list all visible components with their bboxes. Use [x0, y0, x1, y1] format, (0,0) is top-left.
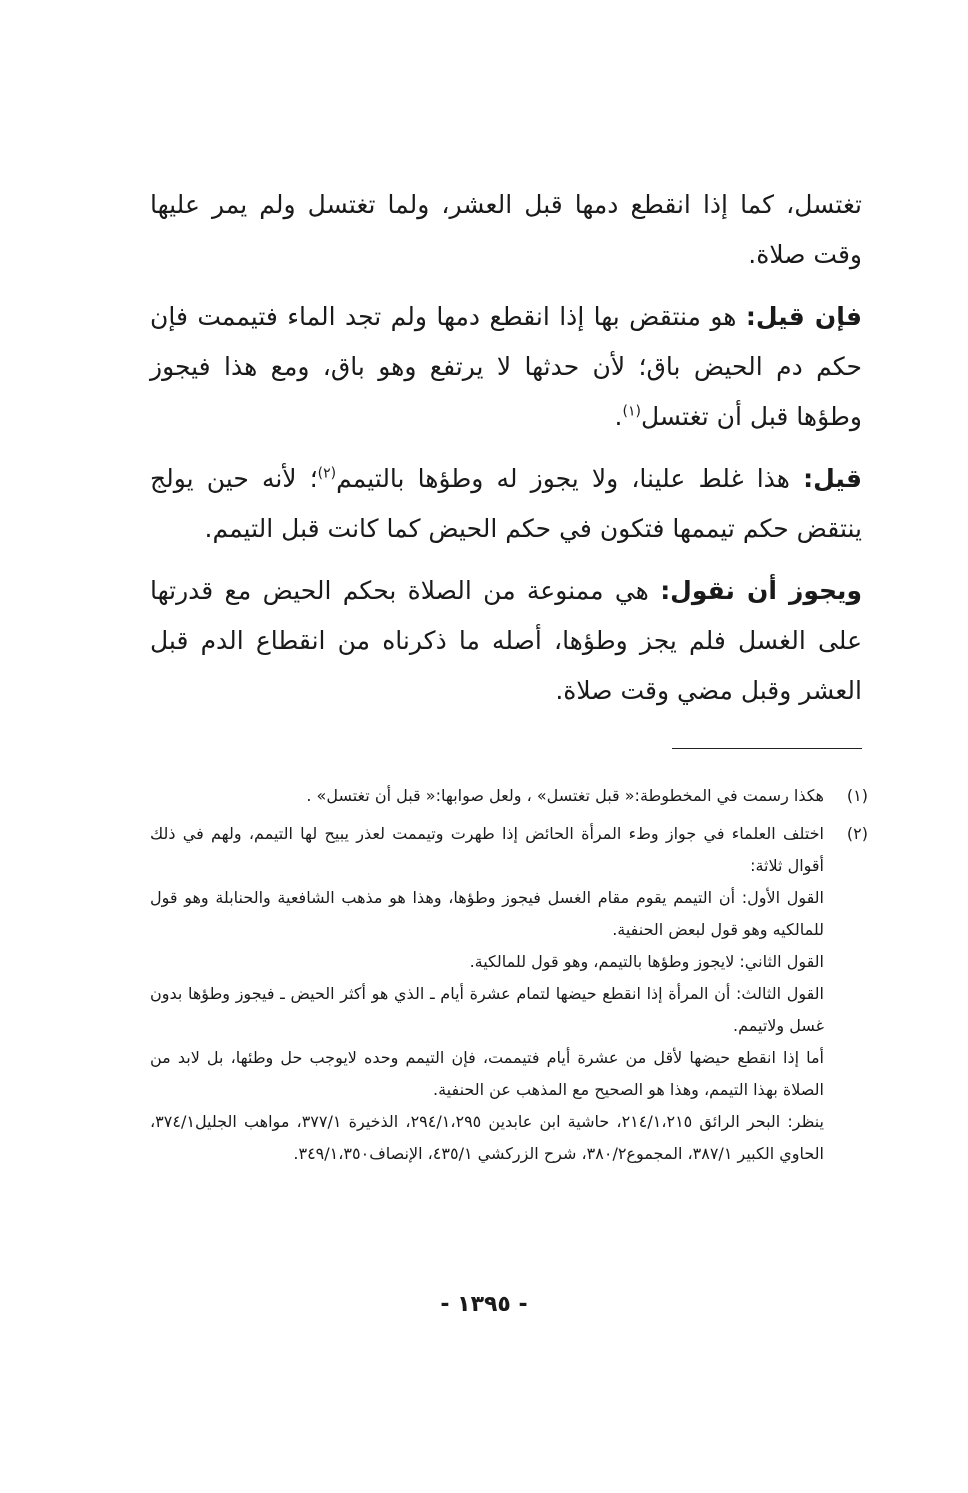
footnote-2-line: أما إذا انقطع حيضها لأقل من عشرة أيام فتيممت، فإن التيمم وحده لايوجب حل وطئها، بل لابد من الصلاة بهذا التيمم، وهذا هو الصحيح مع المذهب عن الحنفية.: [150, 1048, 824, 1099]
footnote-ref-1[interactable]: (١): [622, 403, 641, 420]
paragraph-1-text: تغتسل، كما إذا انقطع دمها قبل العشر، ولما تغتسل ولم يمر عليها وقت صلاة.: [150, 190, 862, 269]
paragraph-3: [150, 454, 862, 554]
footnote-2-number: (٢): [846, 824, 868, 843]
paragraph-1: [150, 180, 862, 280]
footnote-2-line: القول الثاني: لايجوز وطؤها بالتيمم، وهو قول للمالكية.: [469, 952, 824, 971]
paragraph-4-lead: ويجوز أن نقول:: [660, 576, 862, 605]
footnote-1: [150, 780, 868, 812]
footnote-2: [150, 818, 868, 1170]
paragraph-3-text: هذا غلط علينا، ولا يجوز له وطؤها بالتيمم: [336, 464, 804, 493]
footnote-1-number: (١): [846, 786, 868, 805]
footnote-2-line: ينظر: البحر الرائق ٢١٤/١،٢١٥، حاشية ابن عابدين ٢٩٤/١،٢٩٥، الذخيرة ٣٧٧/١، مواهب الجليل٣٧٤/١، الحاوي الكبير ٣٨٧/١، المجموع٣٨٠/٢، شرح الزركشي ٤٣٥/١، الإنصاف٣٤٩/١،٣٥٠.: [150, 1112, 825, 1163]
paragraph-3-tail: ؛ لأنه حين يولج ينتقض حكم تيممها فتكون في حكم الحيض كما كانت قبل التيمم.: [150, 464, 862, 543]
paragraph-4-text: هي ممنوعة من الصلاة بحكم الحيض مع قدرتها على الغسل فلم يجز وطؤها، أصله ما ذكرناه من انقطاع الدم قبل العشر وقبل مضي وقت صلاة.: [150, 576, 862, 705]
footnote-2-line: القول الأول: أن التيمم يقوم مقام الغسل فيجوز وطؤها، وهذا هو مذهب الشافعية والحنابلة وهو قول للمالكيه وهو قول لبعض الحنفية.: [150, 888, 824, 939]
footnote-2-body: [150, 818, 824, 1170]
footnote-divider: [672, 748, 862, 749]
footnote-1-body: [150, 780, 824, 812]
footnote-ref-2[interactable]: (٢): [317, 465, 337, 482]
footnote-1-line: هكذا رسمت في المخطوطة:« قبل تغتسل» ، ولعل صوابها:« قبل أن تغتسل» .: [306, 786, 824, 805]
paragraph-2-text: هو منتقض بها إذا انقطع دمها ولم تجد الماء فتيممت فإن حكم دم الحيض باق؛ لأن حدثها لا يرتفع وهو باق، ومع هذا فيجوز وطؤها قبل أن تغتسل: [150, 302, 862, 431]
paragraph-2-lead: فإن قيل:: [745, 302, 862, 331]
footnote-2-line: القول الثالث: أن المرأة إذا انقطع حيضها لتمام عشرة أيام ـ الذي هو أكثر الحيض ـ فيجوز وطؤها بدون غسل ولاتيمم.: [150, 984, 824, 1035]
paragraph-3-lead: قيل:: [803, 464, 862, 493]
footnote-2-line: اختلف العلماء في جواز وطء المرأة الحائض إذا طهرت وتيممت لعذر يبيح لها التيمم، ولهم في ذلك أقوال ثلاثة:: [150, 824, 824, 875]
paragraph-2: [150, 292, 862, 442]
main-text: [150, 180, 862, 728]
footnotes: [150, 780, 868, 1176]
paragraph-4: [150, 566, 862, 716]
paragraph-2-tail: .: [614, 402, 623, 431]
page-number: - ١٣٩٥ -: [440, 1292, 528, 1317]
